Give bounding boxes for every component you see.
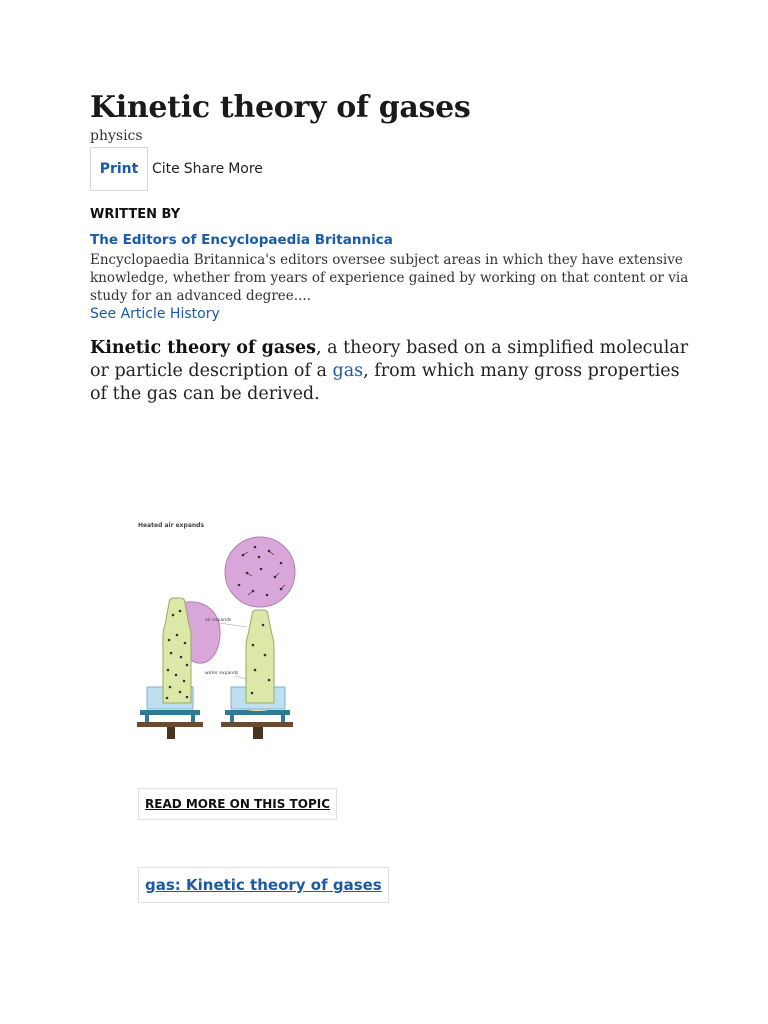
print-button[interactable]: Print (90, 147, 148, 191)
written-by-heading: WRITTEN BY (90, 207, 181, 222)
article-subtitle: physics (90, 128, 143, 144)
lead-text-1: , a theory based on a simplified molecular or particle description of a (90, 338, 689, 381)
left-bottle (163, 598, 191, 703)
gas-link[interactable]: gas (332, 361, 364, 381)
lead-paragraph (90, 337, 690, 406)
author-link[interactable]: The Editors of Encyclopaedia Britannica (90, 232, 393, 248)
heated-air-illustration (135, 515, 310, 745)
read-more-label[interactable]: READ MORE ON THIS TOPIC (138, 788, 337, 820)
water-expands-label: water expands (205, 671, 239, 676)
air-expands-label: air expands (205, 618, 232, 623)
lead-text-2: , from which many gross properties of the gas can be derived. (90, 361, 680, 404)
cite-button[interactable]: Cite (152, 161, 180, 177)
author-bio: Encyclopaedia Britannica's editors oversee subject areas in which they have extensive knowledge, whether from years of experience gained by working on that content or via study for an advanced degree.... (90, 252, 689, 304)
article-toolbar (90, 147, 263, 191)
right-inflated-balloon (225, 537, 295, 607)
article-title: Kinetic theory of gases (90, 90, 471, 125)
figure-caption: Heated air expands (138, 522, 205, 529)
left-stand-top (140, 710, 200, 715)
related-topic-link[interactable]: gas: Kinetic theory of gases (138, 867, 389, 903)
article-history-link[interactable]: See Article History (90, 306, 220, 322)
heated-air-figure[interactable] (135, 515, 310, 745)
share-button[interactable]: Share (183, 161, 225, 177)
more-button[interactable]: More (228, 161, 263, 177)
right-bottle (246, 610, 274, 703)
right-base (221, 722, 293, 727)
left-base (137, 722, 203, 727)
lead-term: Kinetic theory of gases (90, 338, 316, 358)
